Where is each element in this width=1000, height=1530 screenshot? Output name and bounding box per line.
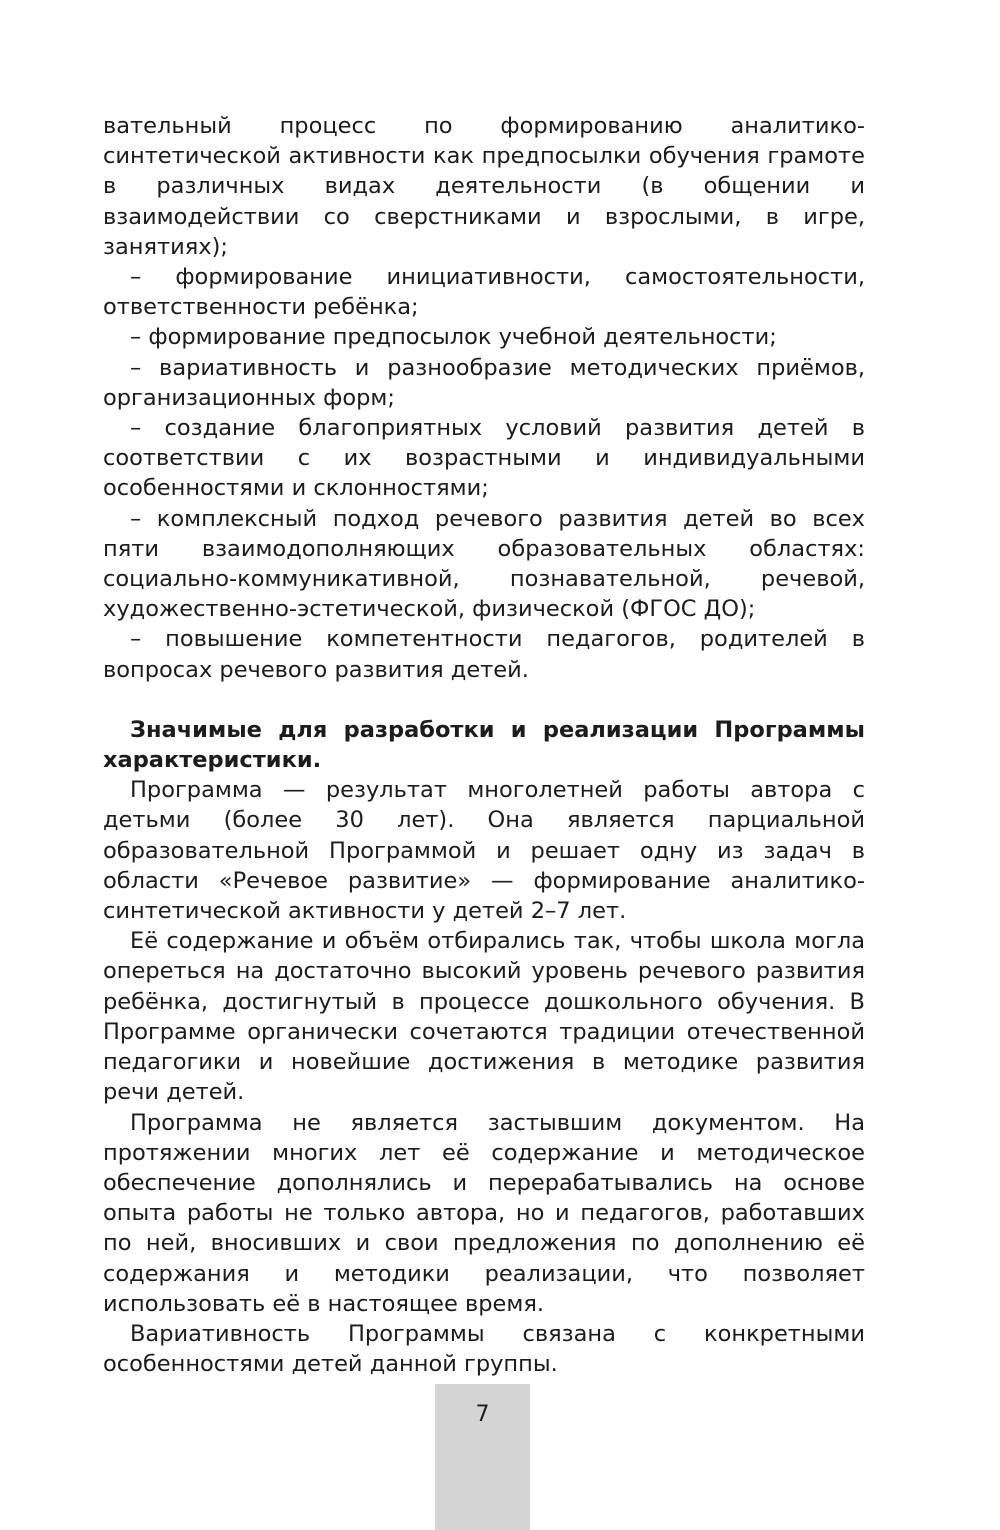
list-item-favorable-conditions: – создание благоприятных условий развития детей в соответствии с их возрастными и индивидуальными особенностями и склонностями; bbox=[103, 415, 865, 502]
page-number: 7 bbox=[475, 1402, 490, 1427]
section-paragraph-content: Её содержание и объём отбирались так, чтобы школа могла опереться на достаточно высокий уровень речевого развития ребёнка, достигнутый в процессе дошкольного обучения. В Программе органически сочетаются традиции отечественной педагогики и новейшие достижения в методике развития речи детей. bbox=[103, 928, 865, 1106]
list-item-competence: – повышение компетентности педагогов, родителей в вопросах речевого развития детей. bbox=[103, 626, 865, 683]
list-item-variability: – вариативность и разнообразие методических приёмов, организационных форм; bbox=[103, 354, 865, 411]
section-paragraph-not-frozen: Программа не является застывшим документом. На протяжении многих лет её содержание и методическое обеспечение дополнялись и перерабатывались на основе опыта работы не только автора, но и педагогов, работавших по ней, вносивших и свои предложения по дополнению её содержания и методики реализации, что позволяет использовать её в настоящее время. bbox=[103, 1109, 865, 1317]
section-heading: Значимые для разработки и реализации Программы характеристики. bbox=[103, 716, 865, 774]
paragraph-continuation: вательный процесс по формированию аналитико-синтетической активности как предпосылки обучения грамоте в различных видах деятельности (в общении и взаимодействии со сверстниками и взрослыми, в игре, занятиях); bbox=[103, 113, 865, 260]
section-paragraph-variability: Вариативность Программы связана с конкретными особенностями детей данной группы. bbox=[103, 1320, 865, 1378]
page-body bbox=[103, 111, 865, 1379]
list-item-complex-approach: – комплексный подход речевого развития детей во всех пяти взаимодополняющих образовательных областях: социально-коммуникативной, познавательной, речевой, художественно-эстетической, физической (ФГОС ДО); bbox=[103, 505, 865, 623]
list-item-learning-prerequisites: – формирование предпосылок учебной деятельности; bbox=[130, 324, 777, 351]
section-paragraph-result: Программа — результат многолетней работы автора с детьми (более 30 лет). Она является парциальной образовательной Программой и решает одну из задач в области «Речевое развитие» — формирование аналитико-синтетической активности у детей 2–7 лет. bbox=[103, 777, 865, 925]
page-number-tab bbox=[435, 1384, 530, 1530]
list-item-initiative: – формирование инициативности, самостоятельности, ответственности ребёнка; bbox=[103, 264, 865, 321]
